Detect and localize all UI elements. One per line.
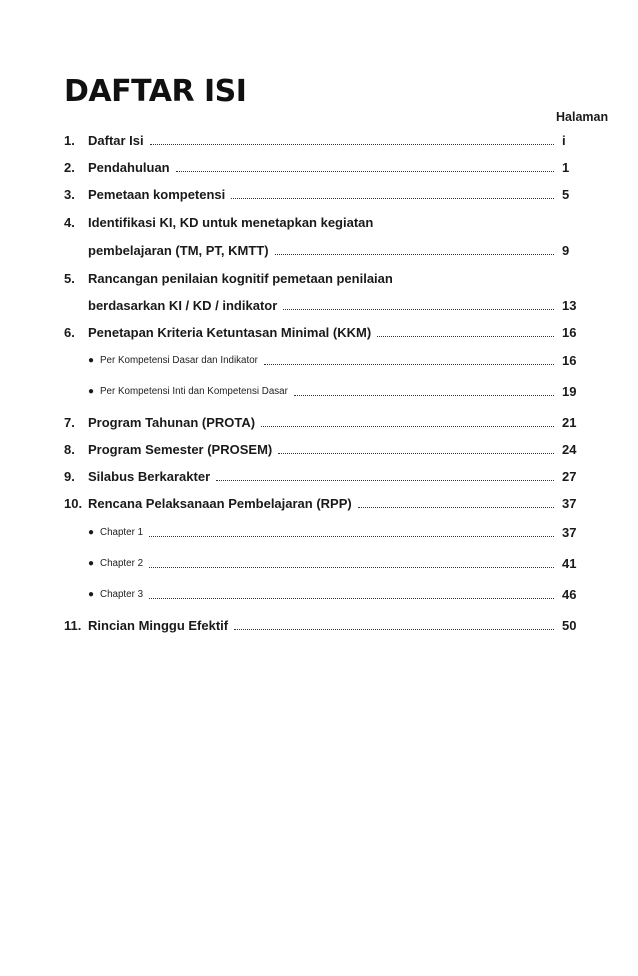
dot-leader [234, 629, 554, 630]
entry-title: berdasarkan KI / KD / indikator [88, 297, 278, 313]
dot-leader [231, 198, 554, 199]
entry-page: 16 [562, 352, 577, 368]
entry-number: 6. [64, 324, 75, 340]
entry-title: Pendahuluan [88, 159, 170, 175]
entry-number: 9. [64, 468, 75, 484]
dot-leader [176, 171, 554, 172]
toc-entry-kkm[interactable] [64, 322, 584, 342]
toc-subentry-chapter-1[interactable] [64, 522, 584, 542]
entry-number: 7. [64, 414, 75, 430]
toc-entry-identifikasi[interactable] [64, 212, 584, 232]
entry-page: 1 [562, 159, 570, 175]
entry-page: 50 [562, 617, 577, 633]
dot-leader [278, 453, 554, 454]
dot-leader [216, 480, 554, 481]
entry-title: Per Kompetensi Dasar dan Indikator [100, 354, 258, 366]
toc-subentry-chapter-3[interactable] [64, 584, 584, 604]
entry-title: Daftar Isi [88, 132, 144, 148]
entry-page: 37 [562, 495, 577, 511]
entry-title: Identifikasi KI, KD untuk menetapkan kegiatan [88, 214, 374, 230]
toc-subentry-ki-kd[interactable] [64, 381, 584, 401]
entry-page: 37 [562, 524, 577, 540]
dot-leader [377, 336, 554, 337]
entry-page: 41 [562, 555, 577, 571]
dot-leader [261, 426, 554, 427]
toc-entry-rancangan-cont[interactable] [64, 295, 584, 315]
dot-leader [264, 364, 554, 365]
entry-number: 4. [64, 214, 75, 230]
toc-entry-prosem[interactable] [64, 439, 584, 459]
entry-title: Program Semester (PROSEM) [88, 441, 273, 457]
dot-leader [294, 395, 554, 396]
page-title: DAFTAR ISI [64, 74, 247, 109]
entry-page: 27 [562, 468, 577, 484]
dot-leader [149, 536, 554, 537]
entry-page: 16 [562, 324, 577, 340]
bullet-icon: ● [88, 354, 95, 366]
toc-entry-pemetaan-kompetensi[interactable] [64, 184, 584, 204]
entry-title: Rancangan penilaian kognitif pemetaan penilaian [88, 270, 393, 286]
entry-title: Rencana Pelaksanaan Pembelajaran (RPP) [88, 495, 352, 511]
entry-page: 24 [562, 441, 577, 457]
entry-number: 2. [64, 159, 75, 175]
toc-entry-rpp[interactable] [64, 493, 584, 513]
entry-number: 5. [64, 270, 75, 286]
entry-page: 19 [562, 383, 577, 399]
entry-title: Chapter 2 [100, 557, 144, 569]
toc-entry-silabus[interactable] [64, 466, 584, 486]
entry-title: pembelajaran (TM, PT, KMTT) [88, 242, 269, 258]
dot-leader [149, 598, 554, 599]
bullet-icon: ● [88, 588, 95, 600]
bullet-icon: ● [88, 557, 95, 569]
entry-number: 1. [64, 132, 75, 148]
toc-subentry-chapter-2[interactable] [64, 553, 584, 573]
entry-number: 10. [64, 495, 83, 511]
dot-leader [150, 144, 554, 145]
entry-page: 46 [562, 586, 577, 602]
entry-title: Chapter 1 [100, 526, 144, 538]
entry-page: 5 [562, 186, 570, 202]
entry-number: 3. [64, 186, 75, 202]
entry-page: 13 [562, 297, 577, 313]
toc-entry-identifikasi-cont[interactable] [64, 240, 584, 260]
dot-leader [283, 309, 554, 310]
entry-title: Silabus Berkarakter [88, 468, 211, 484]
entry-title: Pemetaan kompetensi [88, 186, 226, 202]
entry-page: 9 [562, 242, 570, 258]
toc-subentry-kd-indikator[interactable] [64, 350, 584, 370]
entry-number: 8. [64, 441, 75, 457]
entry-page: i [562, 132, 566, 148]
entry-title: Per Kompetensi Inti dan Kompetensi Dasar [100, 385, 288, 397]
dot-leader [275, 254, 554, 255]
entry-title: Program Tahunan (PROTA) [88, 414, 256, 430]
toc-entry-minggu-efektif[interactable] [64, 615, 584, 635]
entry-title: Chapter 3 [100, 588, 144, 600]
toc-entry-pendahuluan[interactable] [64, 157, 584, 177]
toc-entry-rancangan[interactable] [64, 268, 584, 288]
bullet-icon: ● [88, 526, 95, 538]
entry-number: 11. [64, 617, 82, 633]
page-column-label: Halaman [556, 110, 609, 124]
entry-title: Penetapan Kriteria Ketuntasan Minimal (KKM) [88, 324, 372, 340]
entry-page: 21 [562, 414, 577, 430]
dot-leader [149, 567, 554, 568]
toc-entry-daftar-isi[interactable] [64, 130, 584, 150]
toc-entry-prota[interactable] [64, 412, 584, 432]
entry-title: Rincian Minggu Efektif [88, 617, 229, 633]
bullet-icon: ● [88, 385, 95, 397]
dot-leader [358, 507, 554, 508]
